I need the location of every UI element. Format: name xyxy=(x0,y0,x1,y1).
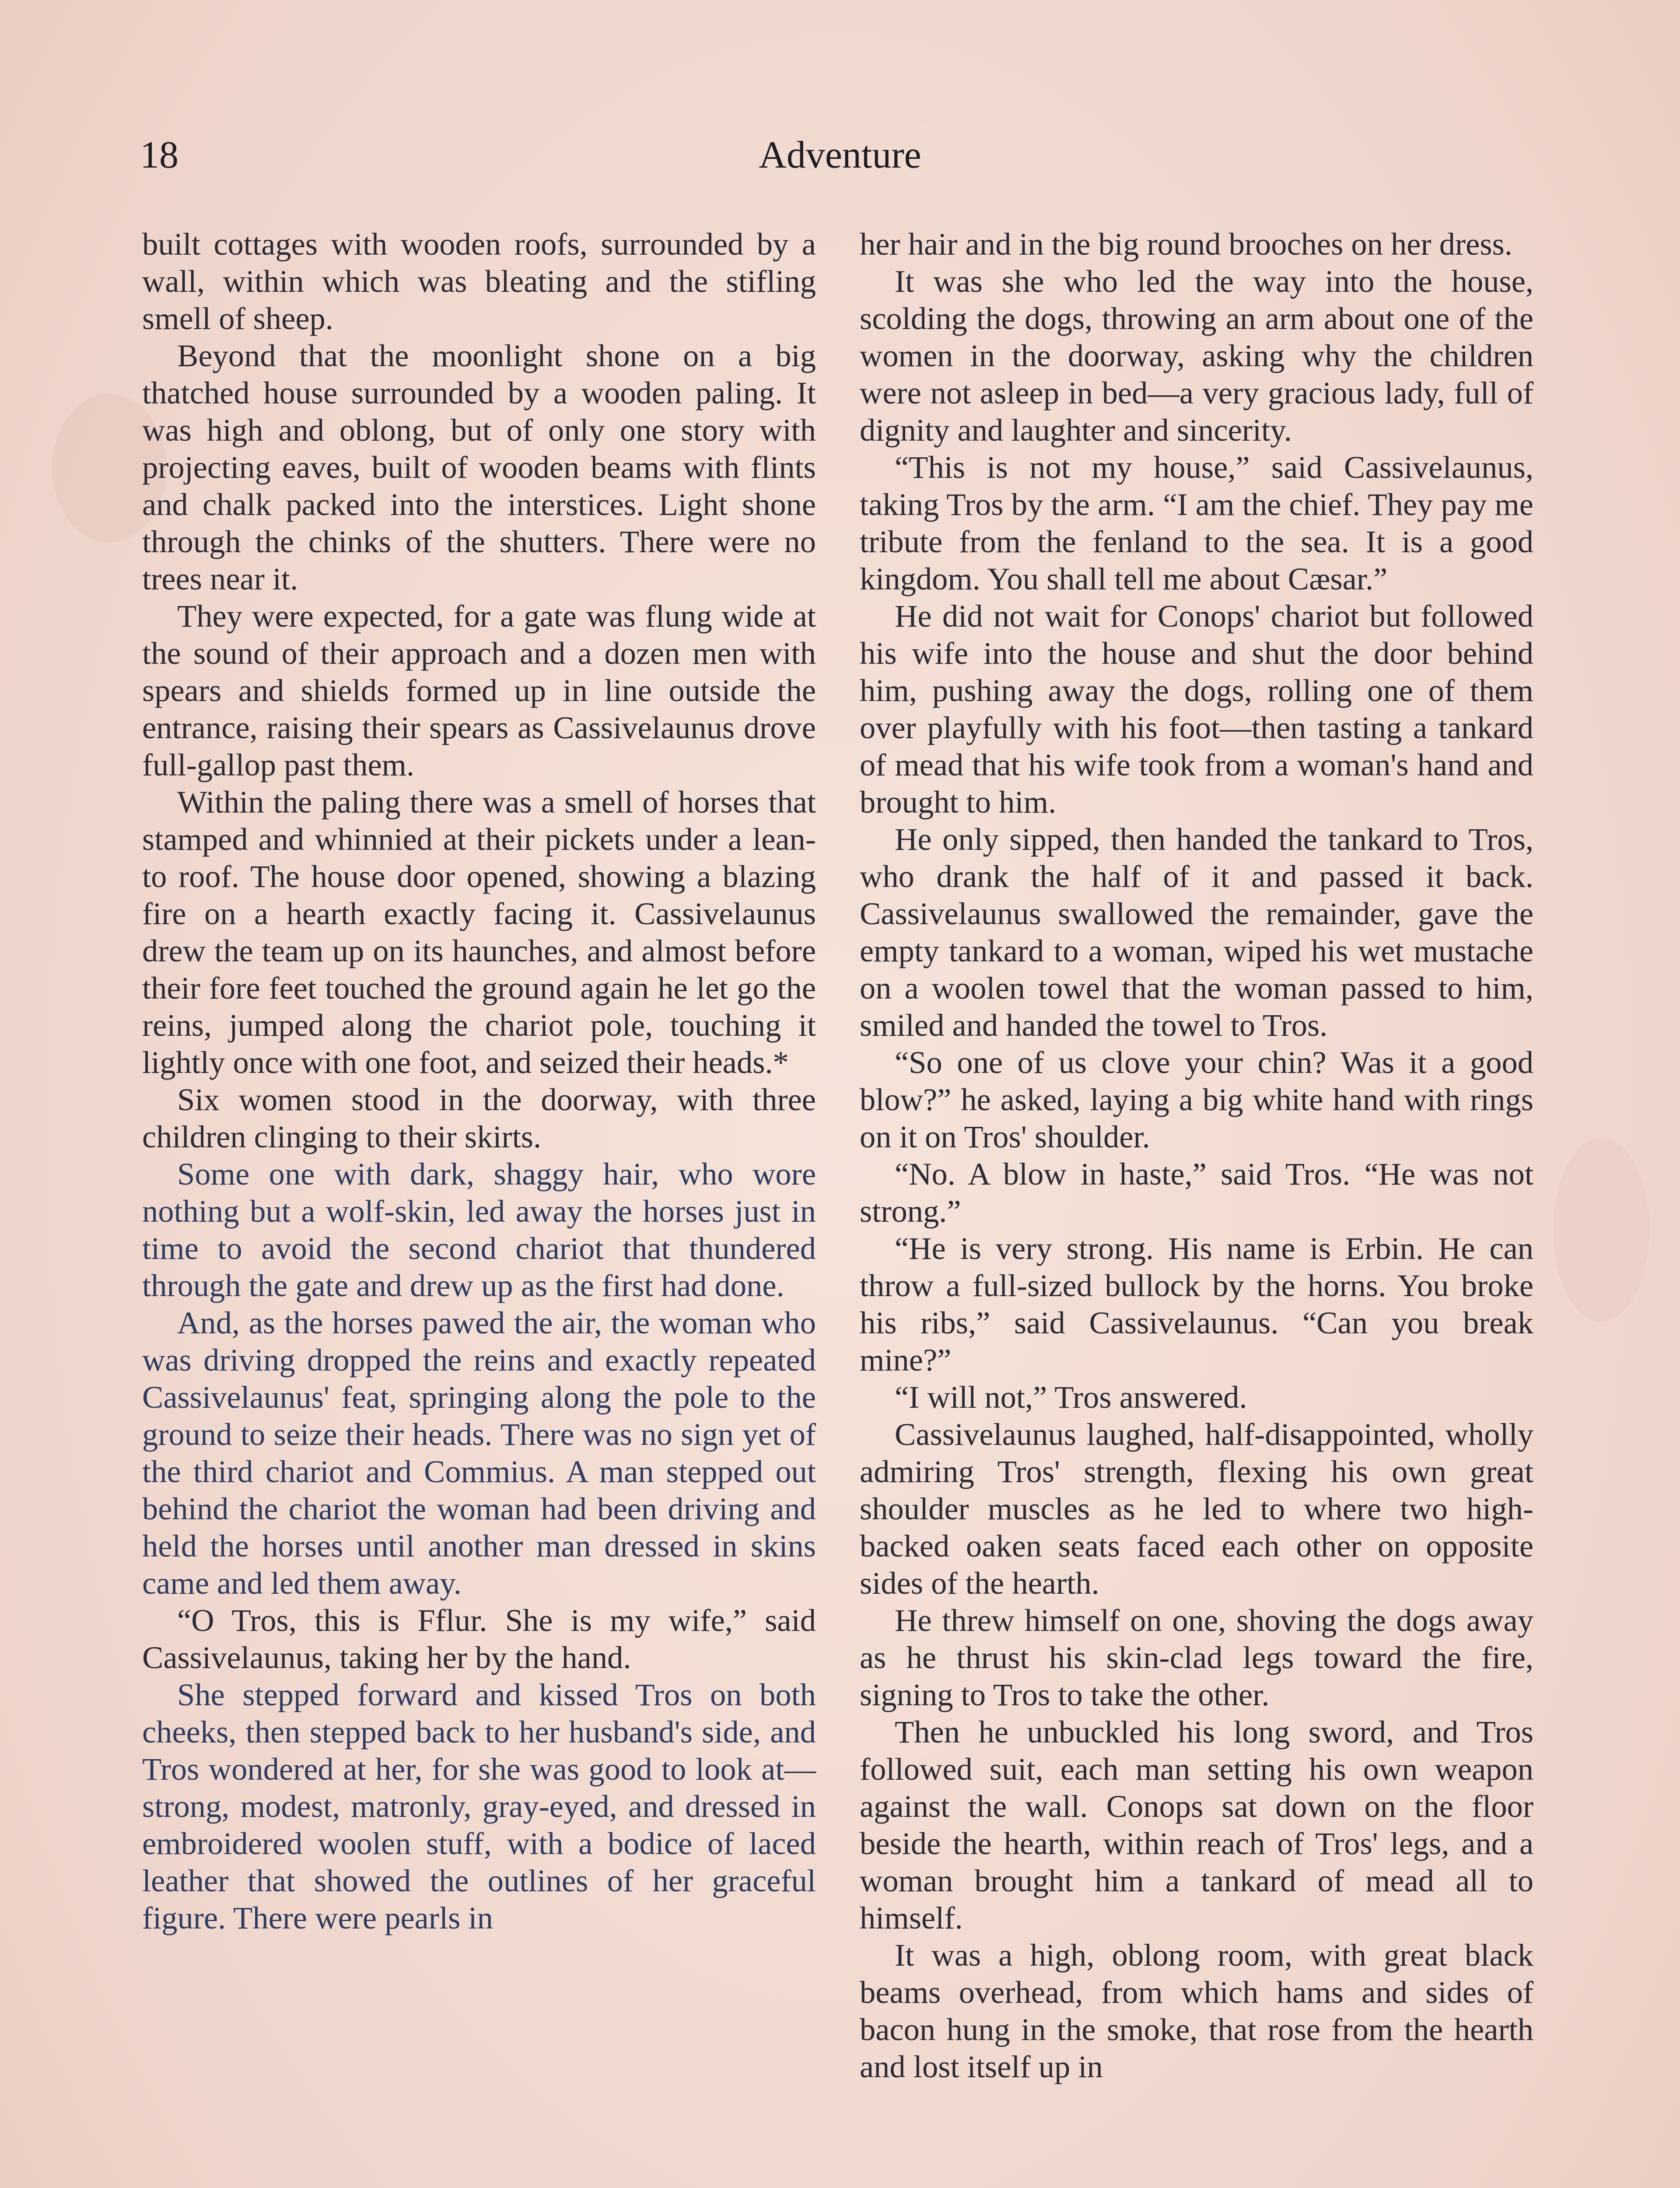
paragraph: “No. A blow in haste,” said Tros. “He was not strong.” xyxy=(860,1156,1533,1229)
paragraph: Six women stood in the doorway, with three children clinging to their skirts. xyxy=(142,1082,816,1154)
paragraph: He did not wait for Conops' chariot but followed his wife into the house and shut the door behind him, pushing away the dogs, rolling one of them over playfully with his foot—then tasting a tankard of mead that his wife took from a woman's hand and brought to him. xyxy=(860,598,1533,820)
paragraph: Within the paling there was a smell of horses that stamped and whinnied at their pickets under a lean-to roof. The house door opened, showing a blazing fire on a hearth exactly facing it. Cassivelaunus drew the team up on its haunches, and almost before their fore feet touched the ground again he let go the reins, jumped along the chariot pole, touching it lightly once with one foot, and seized their heads.* xyxy=(142,784,816,1080)
paragraph: And, as the horses pawed the air, the woman who was driving dropped the reins and exactly repeated Cassivelaunus' feat, springing along the pole to the ground to seize their heads. There was no sign yet of the third chariot and Commius. A man stepped out behind the chariot the woman had been driving and held the horses until another man dressed in skins came and led them away. xyxy=(142,1305,816,1601)
paragraph: built cottages with wooden roofs, surrounded by a wall, within which was bleating and the stifling smell of sheep. xyxy=(142,226,816,336)
page-header xyxy=(140,131,1540,193)
right-column xyxy=(860,225,1533,2085)
paragraph: Some one with dark, shaggy hair, who wore nothing but a wolf-skin, led away the horses just in time to avoid the second chariot that thundered through the gate and drew up as the first had done. xyxy=(142,1156,816,1303)
page-number: 18 xyxy=(140,134,178,176)
paragraph: Then he unbuckled his long sword, and Tros followed suit, each man setting his own weapon against the wall. Conops sat down on the floor beside the hearth, within reach of Tros' legs, and a woman brought him a tankard of mead all to himself. xyxy=(860,1714,1533,1936)
paragraph: “So one of us clove your chin? Was it a good blow?” he asked, laying a big white hand with rings on it on Tros' shoulder. xyxy=(860,1045,1533,1154)
paragraph: “I will not,” Tros answered. xyxy=(895,1379,1247,1415)
paper-stain xyxy=(1553,1138,1649,1322)
paragraph: It was a high, oblong room, with great black beams overhead, from which hams and sides of bacon hung in the smoke, that rose from the hearth and lost itself up in xyxy=(860,1937,1533,2084)
paragraph: It was she who led the way into the house, scolding the dogs, throwing an arm about one of the women in the doorway, asking why the children were not asleep in bed—a very gracious lady, full of dignity and laughter and sincerity. xyxy=(860,263,1533,448)
left-column xyxy=(142,225,816,1936)
paragraph: her hair and in the big round brooches on her dress. xyxy=(860,226,1512,262)
paragraph: He only sipped, then handed the tankard to Tros, who drank the half of it and passed it back. Cassivelaunus swallowed the remainder, gave the empty tankard to a woman, wiped his wet mustache on a woolen towel that the woman passed to him, smiled and handed the towel to Tros. xyxy=(860,821,1533,1043)
paragraph: “O Tros, this is Fflur. She is my wife,” said Cassivelaunus, taking her by the hand. xyxy=(142,1602,816,1675)
paragraph: “This is not my house,” said Cassivelaunus, taking Tros by the arm. “I am the chief. They pay me tribute from the fenland to the sea. It is a good kingdom. You shall tell me about Cæsar.” xyxy=(860,449,1533,596)
paragraph: He threw himself on one, shoving the dogs away as he thrust his skin-clad legs toward the fire, signing to Tros to take the other. xyxy=(860,1602,1533,1712)
paragraph: Beyond that the moonlight shone on a big thatched house surrounded by a wooden paling. It was high and oblong, but of only one story with projecting eaves, built of wooden beams with flints and chalk packed into the interstices. Light shone through the chinks of the shutters. There were no trees near it. xyxy=(142,338,816,596)
running-title: Adventure xyxy=(759,134,921,176)
paragraph: Cassivelaunus laughed, half-disappointed, wholly admiring Tros' strength, flexing his own great shoulder muscles as he led to where two high-backed oaken seats faced each other on opposite sides of the hearth. xyxy=(860,1417,1533,1601)
paragraph: “He is very strong. His name is Erbin. He can throw a full-sized bullock by the horns. You broke his ribs,” said Cassivelaunus. “Can you break mine?” xyxy=(860,1231,1533,1378)
paragraph: They were expected, for a gate was flung wide at the sound of their approach and a dozen men with spears and shields formed up in line outside the entrance, raising their spears as Cassivelaunus drove full-gallop past them. xyxy=(142,598,816,782)
paragraph: She stepped forward and kissed Tros on both cheeks, then stepped back to her husband's side, and Tros wondered at her, for she was good to look at—strong, modest, matronly, gray-eyed, and dressed in embroidered woolen stuff, with a bodice of laced leather that showed the outlines of her graceful figure. There were pearls in xyxy=(142,1677,816,1936)
